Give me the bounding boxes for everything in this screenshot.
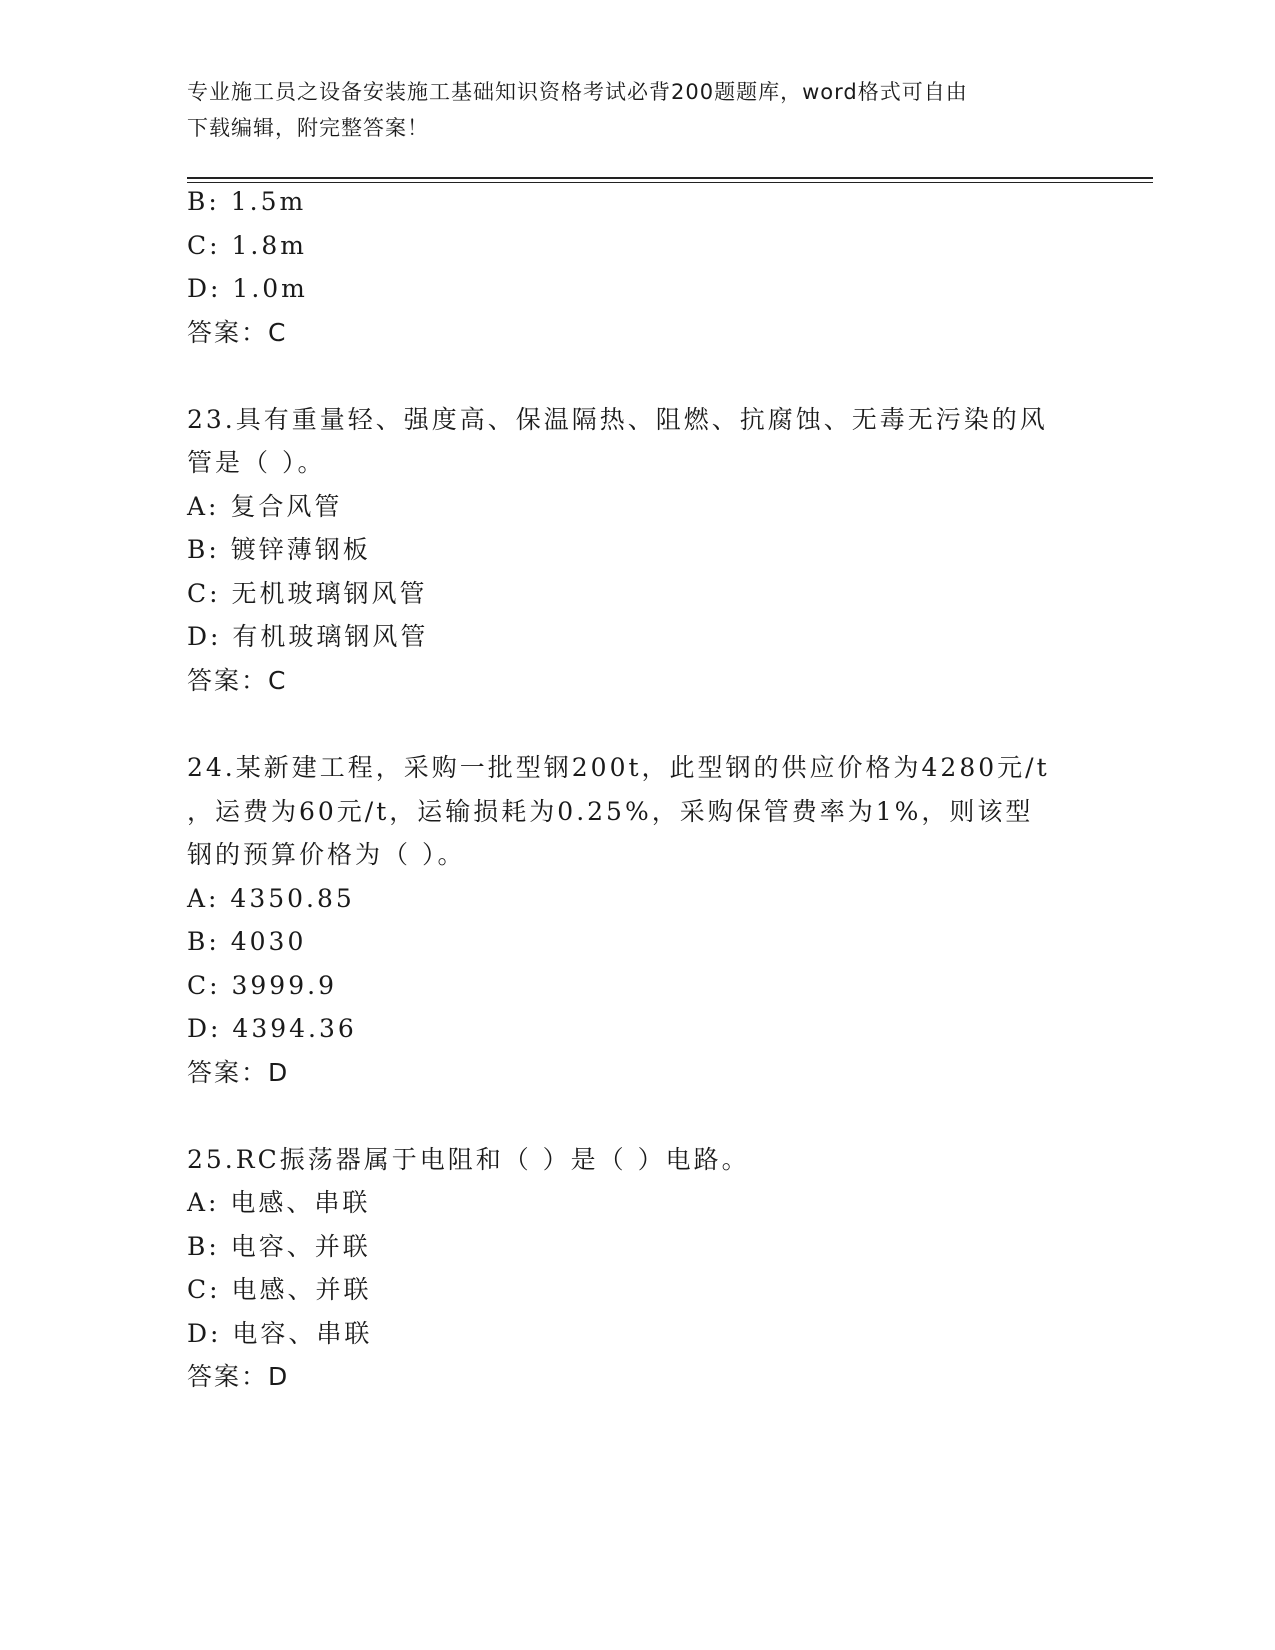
- header-title-line-1: 专业施工员之设备安装施工基础知识资格考试必背200题题库，word格式可自由: [187, 80, 968, 104]
- q24-stem-line-1: 24.某新建工程，采购一批型钢200t，此型钢的供应价格为4280元/t: [187, 753, 1050, 782]
- q25-option-a: A: 电感、串联: [187, 1188, 371, 1217]
- q25-option-b: B: 电容、并联: [187, 1232, 371, 1261]
- q24-option-c: C: 3999.9: [187, 971, 337, 1000]
- q22-option-d: D: 1.0m: [187, 274, 308, 303]
- q24-stem-line-3: 钢的预算价格为（ ）。: [187, 840, 466, 869]
- q23-answer: 答案：C: [187, 666, 288, 695]
- q23-stem-line-2: 管是（ ）。: [187, 448, 326, 477]
- header-divider-thin: [187, 182, 1153, 183]
- q22-answer: 答案：C: [187, 318, 288, 347]
- q25-answer: 答案：D: [187, 1362, 290, 1391]
- q24-option-b: B: 4030: [187, 927, 307, 956]
- header-divider: [187, 177, 1153, 179]
- q22-option-c: C: 1.8m: [187, 231, 307, 260]
- q22-option-b: B: 1.5m: [187, 187, 307, 216]
- q23-stem-line-1: 23.具有重量轻、强度高、保温隔热、阻燃、抗腐蚀、无毒无污染的风: [187, 405, 1048, 434]
- q23-option-a: A: 复合风管: [187, 492, 343, 521]
- q25-option-d: D: 电容、串联: [187, 1319, 373, 1348]
- q23-option-d: D: 有机玻璃钢风管: [187, 622, 429, 651]
- header-title-line-2: 下载编辑，附完整答案！: [187, 116, 429, 140]
- document-header: [187, 74, 1087, 146]
- q24-stem-line-2: ，运费为60元/t，运输损耗为0.25%，采购保管费率为1%，则该型: [187, 797, 1034, 826]
- q23-option-c: C: 无机玻璃钢风管: [187, 579, 428, 608]
- q24-option-a: A: 4350.85: [187, 884, 355, 913]
- q25-stem-line-1: 25.RC振荡器属于电阻和（ ）是（ ）电路。: [187, 1145, 750, 1174]
- q25-option-c: C: 电感、并联: [187, 1275, 372, 1304]
- q24-answer: 答案：D: [187, 1058, 290, 1087]
- q23-option-b: B: 镀锌薄钢板: [187, 535, 371, 564]
- q24-option-d: D: 4394.36: [187, 1014, 357, 1043]
